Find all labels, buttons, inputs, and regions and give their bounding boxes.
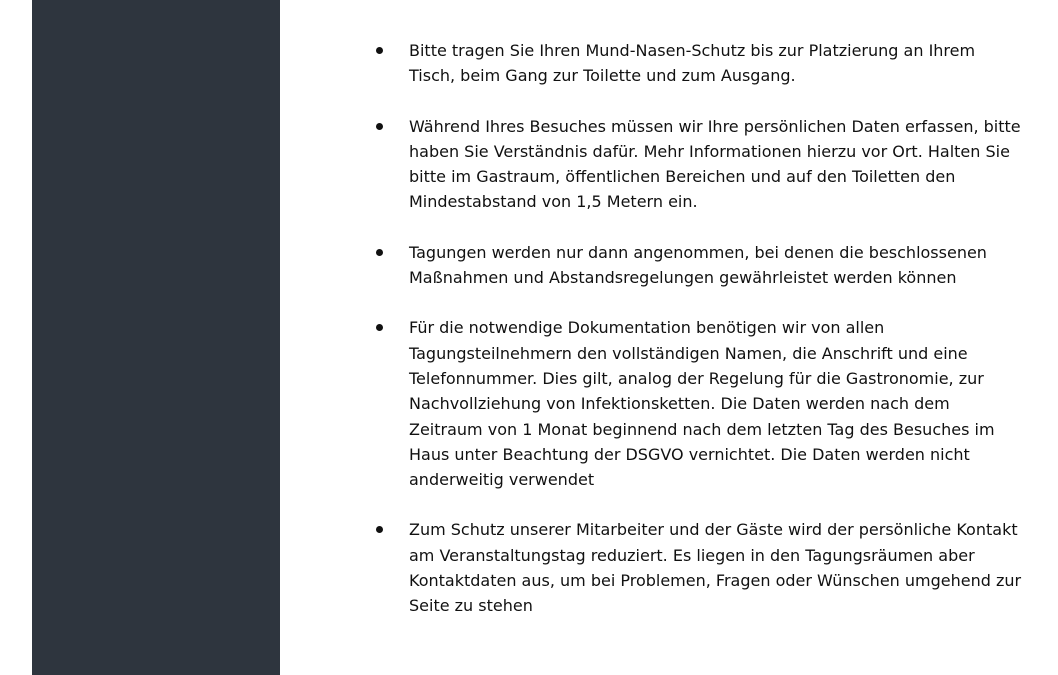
content-area [372,38,1022,644]
bullet-icon [376,123,383,130]
bullet-icon [376,249,383,256]
list-item-text: Tagungen werden nur dann angenommen, bei denen die beschlossenen Maßnahmen und Abstandsregelungen gewährleistet werden können [409,242,987,288]
list-item [372,114,1022,215]
list-item-text: Zum Schutz unserer Mitarbeiter und der Gäste wird der persönliche Kontakt am Veranstaltungstag reduziert. Es liegen in den Tagungsräumen aber Kontaktdaten aus, um bei Problemen, Fragen oder Wünschen umgehend zur Seite zu stehen [409,520,1022,616]
bullet-icon [376,324,383,331]
list-item [372,38,1022,89]
list-item-text: Bitte tragen Sie Ihren Mund-Nasen-Schutz bis zur Platzierung an Ihrem Tisch, beim Gang zur Toilette und zum Ausgang. [409,41,976,86]
list-item [372,517,1022,618]
list-item-text: Für die notwendige Dokumentation benötigen wir von allen Tagungsteilnehmern den vollständigen Namen, die Anschrift und eine Telefonnummer. Dies gilt, analog der Regelung für die Gastronomie, zur Nachvollziehung von Infektionsketten. Die Daten werden nach dem Zeitraum von 1 Monat beginnend nach dem letzten Tag des Besuches im Haus unter Beachtung der DSGVO vernichtet. Die Daten werden nicht anderweitig verwendet [409,318,995,490]
list-item [372,240,1022,291]
list-item-text: Während Ihres Besuches müssen wir Ihre persönlichen Daten erfassen, bitte haben Sie Verständnis dafür. Mehr Informationen hierzu vor Ort. Halten Sie bitte im Gastraum, öffentlichen Bereichen und auf den Toiletten den Mindestabstand von 1,5 Metern ein. [409,116,1021,212]
bullet-icon [376,47,383,54]
bullet-icon [376,526,383,533]
bullet-list [372,38,1022,619]
list-item [372,315,1022,492]
sidebar-panel [32,0,280,675]
